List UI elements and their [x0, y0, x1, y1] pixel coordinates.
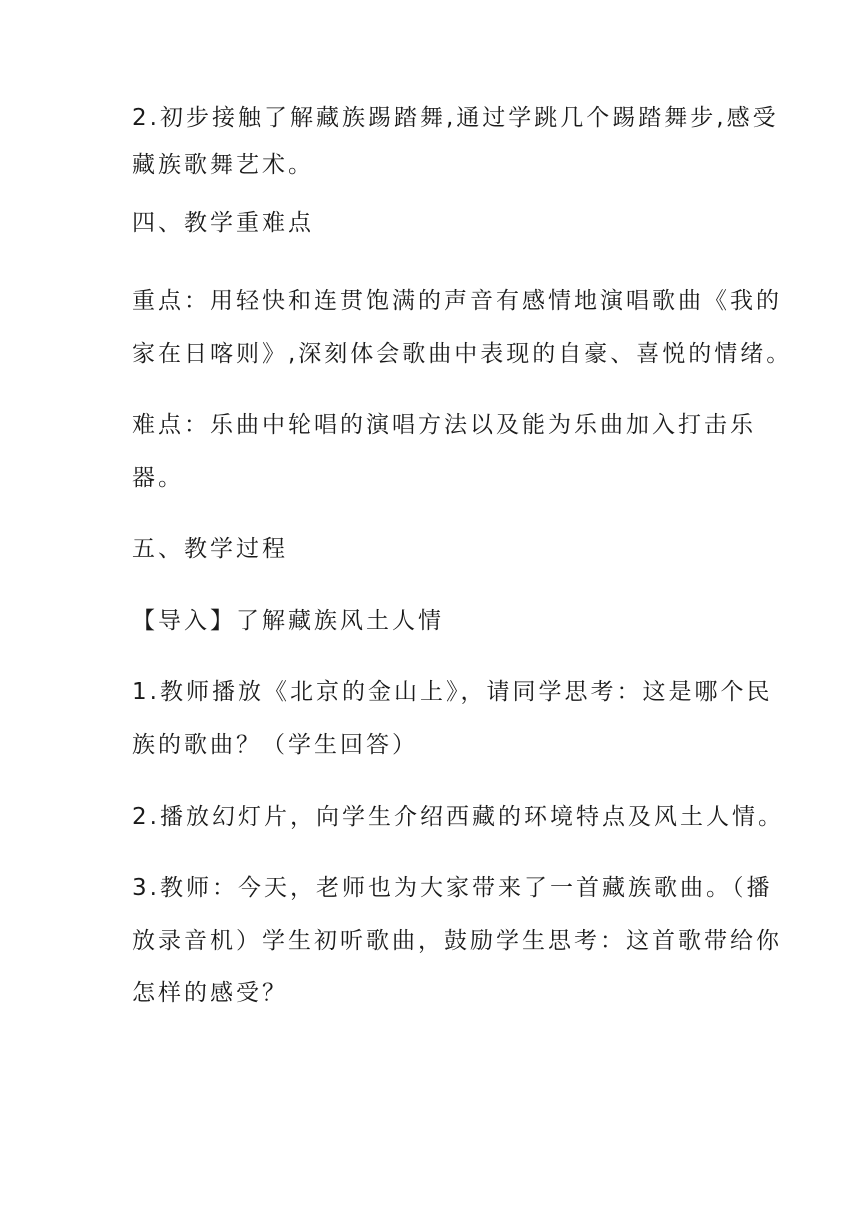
paragraph-line: 器。: [132, 465, 184, 491]
paragraph-line: 族的歌曲？（学生回答）: [132, 732, 418, 758]
paragraph-line: 2.初步接触了解藏族踢踏舞,通过学跳几个踢踏舞步,感受: [132, 105, 779, 131]
paragraph-line: 放录音机）学生初听歌曲，鼓励学生思考：这首歌带给你: [132, 928, 782, 954]
paragraph-line: 怎样的感受？: [132, 980, 288, 1006]
section-subheading: 【导入】了解藏族风土人情: [132, 608, 444, 634]
paragraph-line: 1.教师播放《北京的金山上》，请同学思考：这是哪个民: [132, 679, 773, 705]
paragraph-line: 3.教师：今天，老师也为大家带来了一首藏族歌曲。（播: [132, 875, 773, 901]
paragraph-line: 重点：用轻快和连贯饱满的声音有感情地演唱歌曲《我的: [132, 288, 782, 314]
section-heading: 五、教学过程: [132, 536, 288, 562]
paragraph-line: 2.播放幻灯片，向学生介绍西藏的环境特点及风土人情。: [132, 804, 784, 830]
paragraph-line: 藏族歌舞艺术。: [132, 152, 314, 178]
paragraph-line: 难点：乐曲中轮唱的演唱方法以及能为乐曲加入打击乐: [132, 412, 756, 438]
section-heading: 四、教学重难点: [132, 210, 314, 236]
paragraph-line: 家在日喀则》,深刻体会歌曲中表现的自豪、喜悦的情绪。: [132, 341, 793, 367]
